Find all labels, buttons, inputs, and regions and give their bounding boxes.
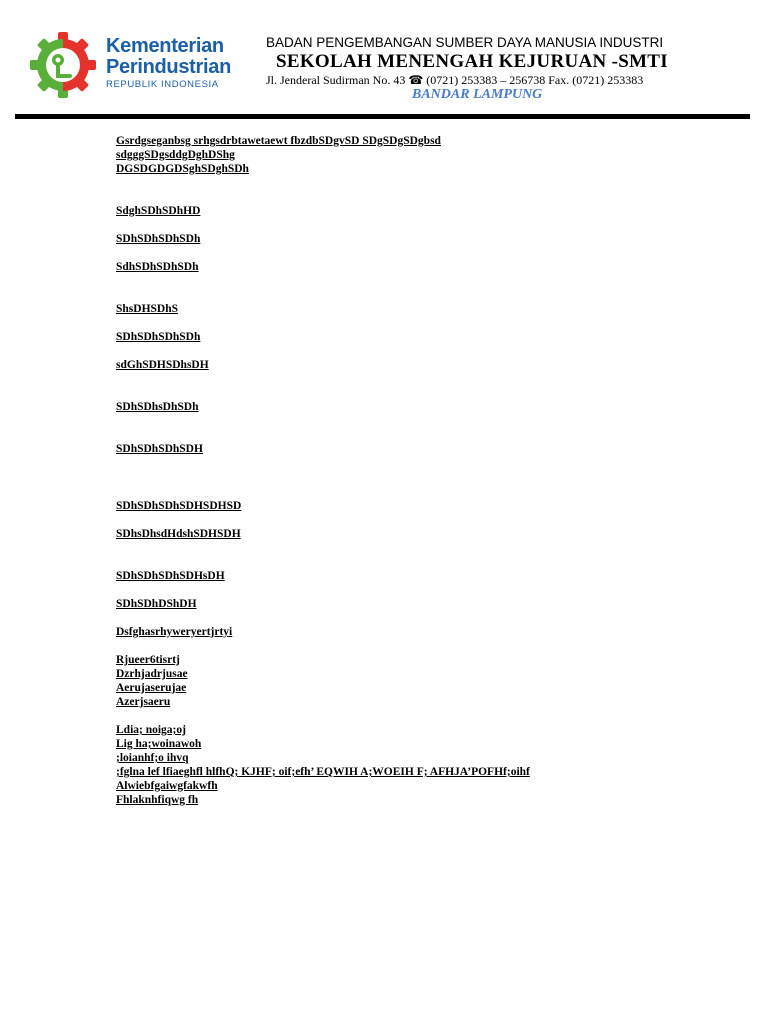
- body-line: SDhSDhDShDH: [116, 598, 197, 610]
- body-line: SDhSDhSDhSDH: [116, 443, 203, 455]
- address-line: Jl. Jenderal Sudirman No. 43 ☎ (0721) 253383 – 256738 Fax. (0721) 253383: [266, 73, 644, 87]
- body-line: ;loianhf;o ihvq: [116, 752, 189, 764]
- gear-leaf-logo-icon: [28, 30, 98, 100]
- logo-subtitle: REPUBLIK INDONESIA: [106, 79, 219, 90]
- body-line: sdGhSDHSDhsDH: [116, 359, 209, 371]
- body-line: Dzrhjadrjusae: [116, 668, 188, 680]
- body-line: Ldia; noiga;oj: [116, 724, 186, 736]
- body-line: SDhsDhsdHdshSDHSDH: [116, 528, 241, 540]
- body-line: Gsrdgseganbsg srhgsdrbtawetaewt fbzdbSDgvSD SDgSDgSDgbsd: [116, 135, 441, 147]
- body-line: SDhSDhSDhSDHsDH: [116, 570, 225, 582]
- logo-title-line2: Perindustrian: [106, 56, 232, 78]
- body-line: SdghSDhSDhHD: [116, 205, 201, 217]
- city-name: BANDAR LAMPUNG: [412, 87, 543, 102]
- body-line: DGSDGDGDSghSDghSDh: [116, 163, 249, 175]
- body-line: Rjueer6tisrtj: [116, 654, 180, 666]
- header-divider: [15, 114, 750, 119]
- body-line: Aerujaserujae: [116, 682, 187, 694]
- body-line: SdhSDhSDhSDh: [116, 261, 199, 273]
- body-line: ShsDHSDhS: [116, 303, 179, 315]
- body-line: sdgggSDgsddgDghDShg: [116, 149, 235, 161]
- ministry-logo: [28, 30, 238, 96]
- body-line: Lig ha;woinawoh: [116, 738, 202, 750]
- body-line: Fhlaknhfiqwg fh: [116, 794, 199, 806]
- body-line: SDhSDhsDhSDh: [116, 401, 199, 413]
- school-name: SEKOLAH MENENGAH KEJURUAN -SMTI: [276, 51, 668, 72]
- logo-title-line1: Kementerian: [106, 35, 224, 57]
- body-line: ;fglna lef lfiaeghfl hlfhQ; KJHF; oif;efh’ EQWIH A;WOEIH F; AFHJA’POFHf;oihf: [116, 766, 530, 778]
- body-line: SDhSDhSDhSDh: [116, 233, 201, 245]
- body-line: Azerjsaeru: [116, 696, 171, 708]
- organization-name: BADAN PENGEMBANGAN SUMBER DAYA MANUSIA INDUSTRI: [266, 35, 664, 50]
- letterhead: [266, 34, 696, 102]
- body-line: Dsfghasrhyweryertjrtyi: [116, 626, 233, 638]
- body-line: SDhSDhSDhSDh: [116, 331, 201, 343]
- body-line: Alwiebfgaiwgfakwfh: [116, 780, 218, 792]
- body-line: SDhSDhSDhSDHSDHSD: [116, 500, 242, 512]
